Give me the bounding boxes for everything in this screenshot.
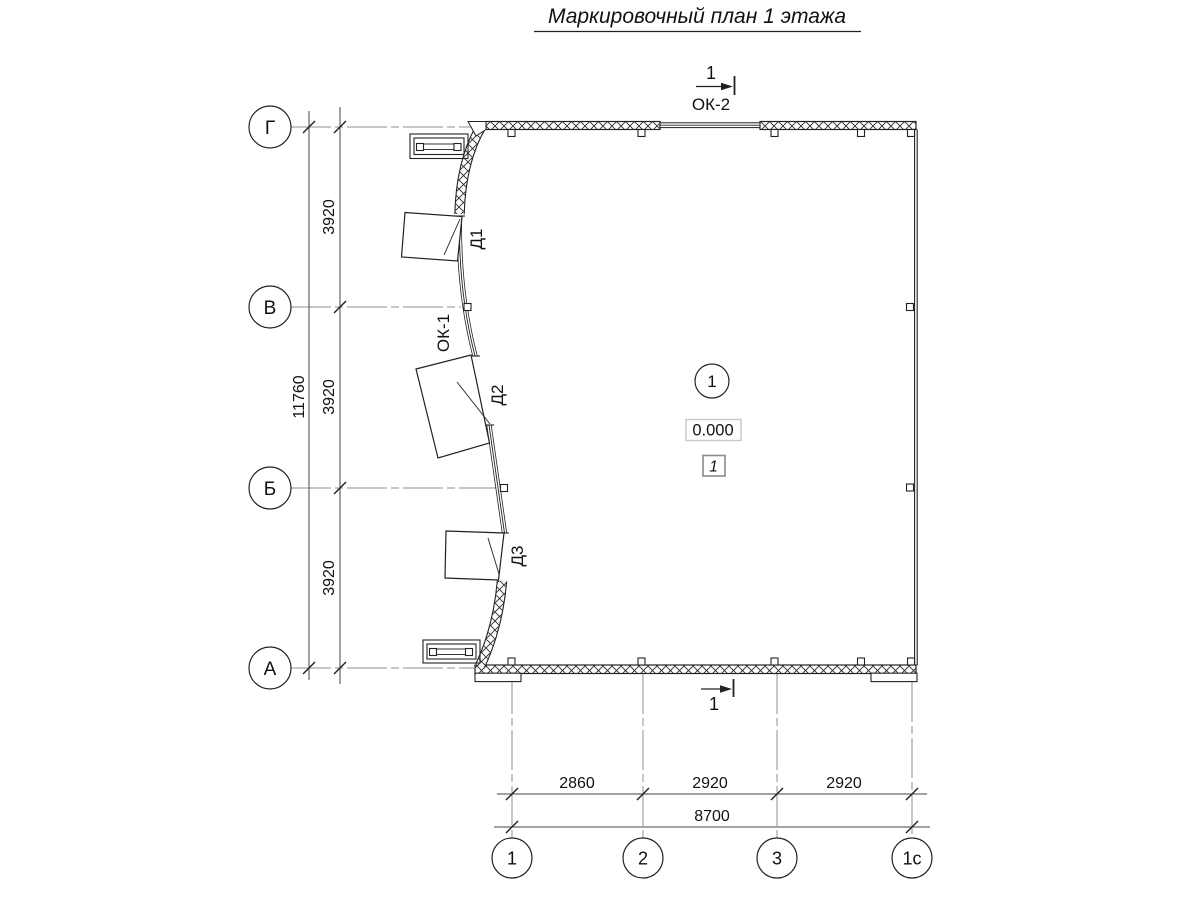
dim-bottom-total: 8700 (694, 808, 730, 825)
walls (460, 122, 918, 682)
dim-bottom-1: 2860 (559, 775, 595, 792)
axis-label-3: 3 (771, 848, 783, 869)
door-d2-label: Д2 (488, 384, 507, 406)
wall-fixing-squares (464, 130, 915, 666)
section-number-bottom: 1 (708, 694, 720, 714)
axis-label-g: Г (264, 118, 276, 139)
top-left-corner-piece (468, 122, 486, 137)
dim-bottom-2: 2920 (692, 775, 728, 792)
right-wall (915, 130, 918, 666)
axis-label-2: 2 (637, 848, 649, 869)
dim-left-1: 3920 (321, 199, 338, 235)
door-d1-symbol (402, 213, 463, 262)
section-arrow-icon (721, 83, 733, 90)
dim-left-3: 3920 (321, 560, 338, 596)
axis-centerlines (291, 127, 912, 838)
window-ok1-label: ОК-1 (434, 313, 453, 353)
axis-label-1c: 1с (902, 848, 922, 869)
window-box-top (410, 134, 468, 159)
axis-label-b: Б (263, 479, 277, 500)
top-wall-right (760, 122, 916, 130)
window-ok2-symbol (660, 123, 760, 128)
axis-bubbles-bottom (492, 838, 932, 878)
dim-left-2: 3920 (321, 379, 338, 415)
curved-wall-bottom (480, 581, 502, 666)
page-title: Маркировочный план 1 этажа (547, 5, 847, 28)
axis-label-v: В (263, 298, 277, 319)
door-d1-label: Д1 (467, 228, 486, 250)
door-d3-label: Д3 (508, 545, 527, 567)
section-arrow-icon (720, 685, 732, 692)
door-d3-symbol (445, 531, 504, 580)
window-box-bottom (423, 640, 480, 663)
section-mark-bottom (701, 679, 734, 714)
elevation-value: 0.000 (692, 421, 734, 440)
bottom-wall (475, 665, 916, 674)
axis-label-1: 1 (506, 848, 518, 869)
bottom-wall-right-footing (871, 673, 917, 681)
room-markers (686, 364, 741, 476)
drawing-title (534, 5, 861, 32)
axis-bubbles-left (249, 106, 291, 689)
section-mark-top (692, 63, 735, 114)
dim-bottom-3: 2920 (826, 775, 862, 792)
top-wall-left (486, 122, 660, 130)
left-dimension-chains (291, 107, 346, 684)
door-d2-symbol (416, 355, 490, 458)
floor-finish-number: 1 (709, 458, 718, 476)
window-ok2-label: ОК-2 (691, 95, 731, 114)
bottom-dimension-chains (494, 775, 930, 833)
bottom-wall-left-footing (475, 673, 521, 681)
axis-label-a: А (263, 659, 277, 680)
dim-left-total: 11760 (291, 375, 308, 419)
section-number-top: 1 (705, 63, 717, 83)
room-number: 1 (707, 372, 717, 391)
